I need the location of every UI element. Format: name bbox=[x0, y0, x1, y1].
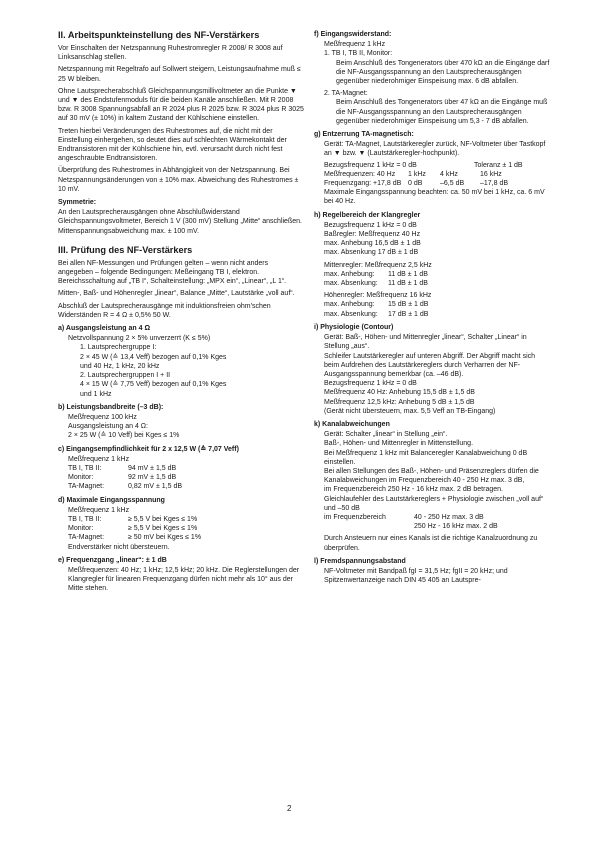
paragraph: Vor Einschalten der Netzspannung Ruhestromregler R 2008/ R 3008 auf Linksanschlag stellen. bbox=[58, 45, 283, 62]
paragraph: Durch Ansteuern nur eines Kanals ist die richtige Kanalzuordnung zu überprüfen. bbox=[324, 535, 538, 552]
spec-value: Toleranz ± 1 dB bbox=[474, 161, 523, 169]
spec-label: TB I, TB II: bbox=[68, 515, 102, 523]
table-cell: Meßfrequenzen: 40 Hz bbox=[324, 170, 396, 178]
table-cell: Frequenzgang: +17,8 dB bbox=[324, 180, 402, 188]
spec-value: ≥ 5,5 V bei Kges ≤ 1% bbox=[128, 515, 198, 523]
paragraph: Treten hierbei Veränderungen des Ruhestromes auf, die nicht mit der Einstellung einhergehen, so deutet dies auf schlechten Wärmekontakt der Endtransistoren mit der Kühlschiene hin, evtl. verursacht durch nicht fest angeschraubte Endtransistoren. bbox=[58, 127, 287, 163]
subheading: Symmetrie: bbox=[58, 199, 97, 207]
paragraph: Gerät: TA-Magnet, Lautstärkeregler zurück, NF-Voltmeter über Tastkopf an ▼ bzw. ▼ (Lautstärkeregler-hochpunkt). bbox=[324, 141, 546, 158]
text-line: max. Anhebung 16,5 dB ± 1 dB bbox=[324, 240, 421, 248]
spec-value: 17 dB ± 1 dB bbox=[388, 310, 429, 318]
spec-label: TB I, TB II: bbox=[68, 464, 102, 472]
spec-row bbox=[314, 513, 550, 522]
spec-row bbox=[58, 533, 304, 542]
spec-label: Bezugsfrequenz 1 kHz = 0 dB bbox=[324, 161, 417, 169]
subheading: i) Physiologie (Contour) bbox=[314, 323, 394, 331]
spec-row bbox=[58, 515, 304, 524]
text-line: Meßfrequenz 1 kHz bbox=[68, 455, 130, 463]
text-line: 1. Lautsprechergruppe I: bbox=[80, 344, 157, 352]
text-line: Gerät: Schalter „linear“ in Stellung „ein“. bbox=[324, 431, 448, 439]
page-number: 2 bbox=[287, 804, 292, 813]
subheading: h) Regelbereich der Klangregler bbox=[314, 211, 421, 219]
spec-value: 11 dB ± 1 dB bbox=[388, 270, 428, 278]
table-cell: 1 kHz bbox=[408, 170, 426, 178]
text-line: Bezugsfrequenz 1 kHz = 0 dB bbox=[324, 221, 417, 229]
paragraph: Bei allen NF-Messungen und Prüfungen gelten – wenn nicht anders angegeben – folgende Bedingungen: Meßeingang TB I, elektron. Bereichsschaltung auf „TB I“, Schalteinstellung: „MPX ein“, „Linear“, „L 1“. bbox=[58, 259, 287, 286]
text-line: im Frequenzbereich 250 Hz - 16 kHz max. 2 dB betragen. bbox=[324, 486, 503, 494]
spec-label: max. Anhebung: bbox=[324, 270, 375, 278]
paragraph: Meßfrequenzen: 40 Hz; 1 kHz; 12,5 kHz; 20 kHz. Die Reglerstellungen der Klangregler für linearen Frequenzgang dürfen nicht mehr als 10° aus der Mitte stehen. bbox=[68, 566, 300, 593]
spec-value: 92 mV ± 1,5 dB bbox=[128, 474, 177, 482]
paragraph: Mitten-, Baß- und Höhenregler „linear“, Balance „Mitte“, Lautstärke „voll auf“. bbox=[58, 290, 295, 298]
text-line: Netzvollspannung 2 × 5% unverzerrt (K ≤ 5%) bbox=[68, 335, 211, 343]
spec-label: TA-Magnet: bbox=[68, 534, 105, 542]
text-line: 4 × 15 W (≙ 7,75 Veff) bezogen auf 0,1% Kges bbox=[80, 381, 227, 389]
text-line: Baßregler: Meßfrequenz 40 Hz bbox=[324, 231, 421, 239]
table-cell: 0 dB bbox=[408, 180, 423, 188]
text-line: Mittenregler: Meßfrequenz 2,5 kHz bbox=[324, 261, 432, 269]
text-line: 2 × 45 W (≙ 13,4 Veff) bezogen auf 0,1% Kges bbox=[80, 353, 227, 361]
spec-row bbox=[58, 464, 304, 473]
subheading: g) Entzerrung TA-magnetisch: bbox=[314, 131, 414, 139]
paragraph: Überprüfung des Ruhestromes in Abhängigkeit von der Netzspannung. Bei Netzspannungsänderungen von ± 10% max. Abweichung des Ruhestromes ± 10 mV. bbox=[58, 167, 299, 193]
text-line: Meßfrequenz 40 Hz: Anhebung 15,5 dB ± 1,5 dB bbox=[324, 389, 475, 397]
spec-label: Monitor: bbox=[68, 474, 94, 482]
paragraph: Beim Anschluß des Tongenerators über 470 kΩ an die Eingänge darf die NF-Ausgangsspannung an den Lautsprecherausgängen gegenüber niederohmiger Einspeisung max. 6 dB abfallen. bbox=[336, 59, 550, 86]
subheading: l) Fremdspannungsabstand bbox=[314, 557, 406, 565]
text-line: 2 × 25 W (≙ 10 Veff) bei Kges ≤ 1% bbox=[68, 432, 180, 440]
paragraph: Bei Meßfrequenz 1 kHz mit Balanceregler Kanalabweichung 0 dB einstellen. bbox=[324, 449, 528, 466]
paragraph: Gleichlaufehler des Lautstärkereglers + Physiologie zwischen „voll auf“ und –50 dB bbox=[324, 495, 544, 512]
text-line: Meßfrequenz 100 kHz bbox=[68, 413, 137, 421]
text-line: 2. Lautsprechergruppen I + II bbox=[80, 372, 171, 380]
subheading: k) Kanalabweichungen bbox=[314, 420, 390, 428]
paragraph: NF-Voltmeter mit Bandpaß fgI = 31,5 Hz; fgII = 20 kHz; und Spitzenwertanzeige nach DIN 45 405 an Lautspre- bbox=[324, 567, 508, 585]
paragraph: An den Lautsprecherausgängen ohne Abschlußwiderstand Gleichspannungsvoltmeter, Bereich 1 V (300 mV) Stellung „Mitte“ anschließen. Mittenspannungsabweichung max. ± 100 mV. bbox=[58, 209, 302, 235]
text-line: und 1 kHz bbox=[80, 390, 112, 398]
text-line: Meßfrequenz 12,5 kHz: Anhebung 5 dB ± 1,5 dB bbox=[324, 398, 475, 406]
spec-label: TA-Magnet: bbox=[68, 483, 105, 491]
spec-row bbox=[58, 482, 304, 491]
spec-row bbox=[314, 279, 550, 288]
text-line: Meßfrequenz 1 kHz bbox=[324, 41, 386, 49]
text-line: Bezugsfrequenz 1 kHz = 0 dB bbox=[324, 380, 417, 388]
paragraph: Netzspannung mit Regeltrafo auf Sollwert steigern, Leistungsaufnahme muß ≤ 25 W bleiben. bbox=[58, 66, 301, 83]
subheading: a) Ausgangsleistung an 4 Ω bbox=[58, 325, 151, 333]
spec-value: 15 dB ± 1 dB bbox=[388, 301, 429, 309]
paragraph: Beim Anschluß des Tongenerators über 47 kΩ an die Eingänge muß die NF-Ausgangsspannung an den Lautsprecherausgängen gegenüber niederohmiger Einspeisung um 5,3 - 7 dB abfallen. bbox=[336, 99, 548, 125]
spec-row bbox=[58, 524, 304, 533]
spec-row bbox=[58, 473, 304, 482]
paragraph: Gerät: Baß-, Höhen- und Mittenregler „linear“, Schalter „Linear“ in Stellung „aus“. bbox=[324, 334, 527, 351]
text-line: Höhenregler: Meßfrequenz 16 kHz bbox=[324, 292, 432, 300]
spec-value: 40 - 250 Hz max. 3 dB bbox=[414, 513, 484, 521]
subheading: e) Frequenzgang „linear“: ± 1 dB bbox=[58, 556, 167, 564]
subheading: c) Eingangsempfindlichkeit für 2 x 12,5 W (≙ 7,07 Veff) bbox=[58, 445, 239, 453]
spec-label: max. Anhebung: bbox=[324, 301, 375, 309]
text-line: Ausgangsleistung an 4 Ω: bbox=[68, 423, 148, 431]
table-cell: 16 kHz bbox=[480, 170, 502, 178]
text-line: und 40 Hz, 1 kHz, 20 kHz bbox=[80, 362, 160, 370]
paragraph: Schleifer Lautstärkeregler auf unteren Abgriff. Der Abgriff macht sich beim Aufdrehen des Lautstärkereglers durch Verharren der NF-Ausgangsspannung bemerkbar (ca. –46 dB). bbox=[324, 352, 536, 378]
text-line: 2. TA-Magnet: bbox=[324, 90, 368, 98]
spec-value: ≥ 50 mV bei Kges ≤ 1% bbox=[128, 534, 202, 542]
table-cell: –17,8 dB bbox=[480, 180, 509, 188]
spec-row bbox=[314, 300, 550, 309]
text-line: 250 Hz - 16 kHz max. 2 dB bbox=[414, 523, 498, 531]
table-row bbox=[314, 170, 550, 179]
subheading: b) Leistungsbandbreite (–3 dB): bbox=[58, 403, 164, 411]
spec-label: max. Absenkung: bbox=[324, 310, 378, 318]
table-cell: 4 kHz bbox=[440, 170, 458, 178]
spec-value: 94 mV ± 1,5 dB bbox=[128, 464, 177, 472]
paragraph: Bei allen Stellungen des Baß-, Höhen- und Präsenzreglers dürfen die Kanalabweichungen im Frequenzbereich 40 - 250 Hz max. 3 dB, bbox=[324, 467, 539, 485]
section-heading: III. Prüfung des NF-Verstärkers bbox=[58, 244, 193, 255]
text-line: Baß-, Höhen- und Mittenregler in Mittenstellung. bbox=[324, 440, 474, 448]
spec-label: max. Absenkung: bbox=[324, 280, 378, 288]
spec-label: Monitor: bbox=[68, 525, 94, 533]
text-line: 1. TB I, TB II, Monitor: bbox=[324, 50, 393, 58]
paragraph: Ohne Lautsprecherabschluß Gleichspannungsmillivoltmeter an die Punkte ▼ und ▼ des Endstufenmoduls für die beiden Kanäle anschließen. Mit R 2008 bzw. R 3008 Spannungsabfall an R 2024 plus R 2025 bzw. R 3024 plus R 3025 auf 30 mV (± 10%) in kaltem Zustand der Kühlschiene einstellen. bbox=[58, 87, 304, 123]
table-cell: –6,5 dB bbox=[440, 180, 465, 188]
text-line: max. Absenkung 17 dB ± 1 dB bbox=[324, 249, 419, 257]
table-row bbox=[314, 179, 550, 188]
paragraph: Maximale Eingangsspannung beachten: ca. 50 mV bei 1 kHz, ca. 6 mV bei 40 Hz. bbox=[324, 189, 545, 206]
left-column bbox=[58, 30, 304, 594]
paragraph: Abschluß der Lautsprecherausgänge mit induktionsfreien ohm'schen Widerständen R = 4 Ω ± 0,5% 50 W. bbox=[58, 302, 271, 319]
subheading: f) Eingangswiderstand: bbox=[314, 31, 392, 38]
spec-row bbox=[314, 310, 550, 319]
section-heading: II. Arbeitspunkteinstellung des NF-Verstärkers bbox=[58, 30, 260, 40]
spec-row bbox=[314, 270, 550, 279]
subheading: d) Maximale Eingangsspannung bbox=[58, 496, 165, 504]
text-line: Endverstärker nicht übersteuern. bbox=[68, 543, 170, 551]
spec-value: ≥ 5,5 V bei Kges ≤ 1% bbox=[128, 525, 198, 533]
spec-label: im Frequenzbereich bbox=[324, 513, 386, 521]
spec-value: 11 dB ± 1 dB bbox=[388, 280, 428, 288]
spec-value: 0,82 mV ± 1,5 dB bbox=[128, 483, 183, 491]
text-line: (Gerät nicht übersteuern, max. 5,5 Veff an TB-Eingang) bbox=[324, 407, 496, 415]
spec-row bbox=[314, 161, 550, 170]
text-line: Meßfrequenz 1 kHz bbox=[68, 506, 130, 514]
right-column bbox=[314, 30, 550, 585]
